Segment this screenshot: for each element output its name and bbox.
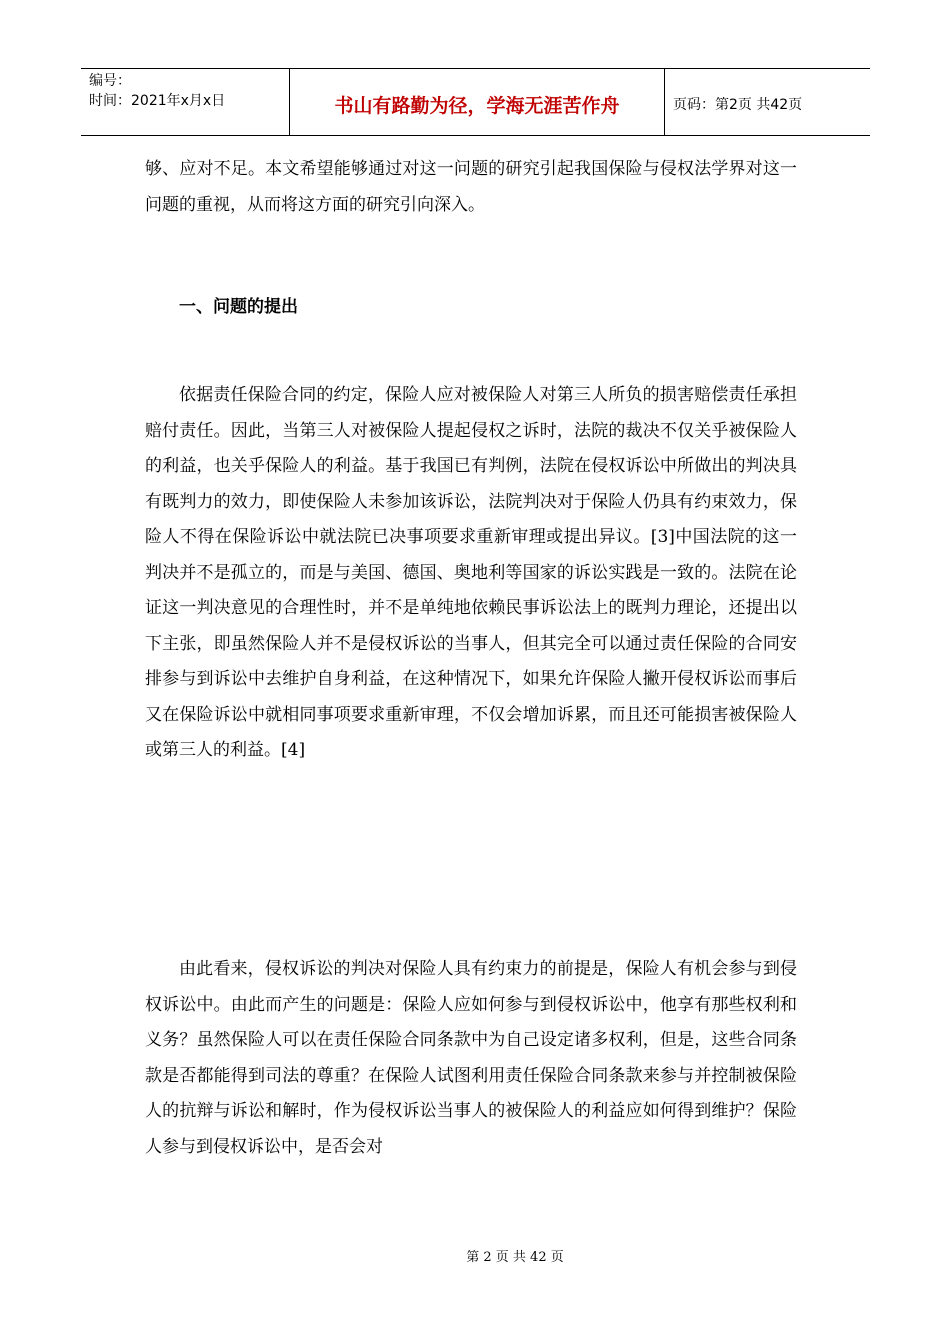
paragraph-2-block (145, 952, 797, 1165)
intro-section (145, 152, 797, 223)
section-heading: 一、问题的提出 (179, 297, 298, 317)
paragraph-1: 依据责任保险合同的约定，保险人应对被保险人对第三人所负的损害赔偿责任承担赔付责任。因此，当第三人对被保险人提起侵权之诉时，法院的裁决不仅关乎被保险人的利益，也关乎保险人的利益。基于我国已有判例，法院在侵权诉讼中所做出的判决具有既判力的效力，即使保险人未参加该诉讼，法院判决对于保险人仍具有约束效力，保险人不得在保险诉讼中就法院已决事项要求重新审理或提出异议。[3]中国法院的这一判决并不是孤立的，而是与美国、德国、奥地利等国家的诉讼实践是一致的。法院在论证这一判决意见的合理性时，并不是单纯地依赖民事诉讼法上的既判力理论，还提出以下主张，即虽然保险人并不是侵权诉讼的当事人，但其完全可以通过责任保险的合同安排参与到诉讼中去维护自身利益，在这种情况下，如果允许保险人撇开侵权诉讼而事后又在保险诉讼中就相同事项要求重新审理，不仅会增加诉累，而且还可能损害被保险人或第三人的利益。[4] (145, 385, 797, 760)
time-label: 时间：2021年x月x日 (89, 93, 226, 109)
header-motto: 书山有路勤为径，学海无涯苦作舟 (290, 69, 665, 136)
document-header (81, 68, 870, 136)
header-meta (81, 69, 290, 136)
paragraph-1-block (145, 378, 797, 769)
paragraph-2: 由此看来，侵权诉讼的判决对保险人具有约束力的前提是，保险人有机会参与到侵权诉讼中。由此而产生的问题是：保险人应如何参与到侵权诉讼中，他享有那些权利和义务？虽然保险人可以在责任保险合同条款中为自己设定诸多权利，但是，这些合同条款是否都能得到司法的尊重？在保险人试图利用责任保险合同条款来参与并控制被保险人的抗辩与诉讼和解时，作为侵权诉讼当事人的被保险人的利益应如何得到维护？保险人参与到侵权诉讼中，是否会对 (145, 959, 797, 1157)
number-label: 编号： (89, 73, 131, 89)
header-page-info: 页码：第2页 共42页 (665, 69, 871, 136)
page-footer: 第 2 页 共 42 页 (466, 1250, 564, 1265)
intro-paragraph: 够、应对不足。本文希望能够通过对这一问题的研究引起我国保险与侵权法学界对这一问题的重视，从而将这方面的研究引向深入。 (145, 159, 797, 215)
